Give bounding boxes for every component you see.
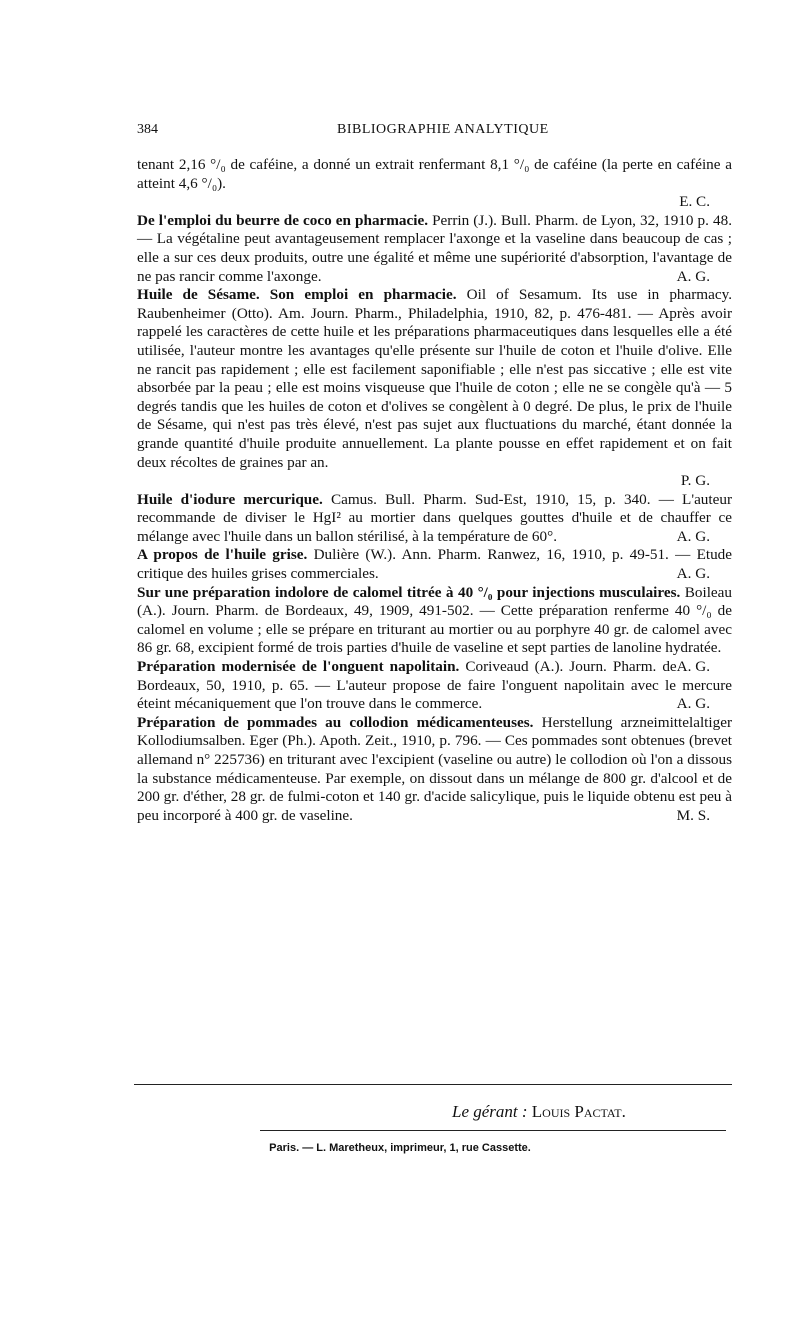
entry-signature: E. C. [679, 193, 710, 211]
entry-signature: A. G. [676, 695, 710, 713]
page-number: 384 [137, 122, 158, 137]
entry-pommades-collodion [137, 714, 732, 826]
entry-text: — Ces pommades sont obtenues (brevet allemand n° 225736) en triturant avec l'excipient (vaseline ou autre) le collodion où l'on a dissous la substance médicamenteuse. Par exemple, on dissout dans un mélange de 800 gr. d'alcool et de 200 gr. d'éther, 28 gr. de fulmi-coton et 140 gr. d'acide salicylique, puis le liquide obtenu est peu à peu incorporé à 400 gr. de vaseline. [137, 732, 733, 824]
text-column [137, 156, 732, 825]
entry-citation: Dulière (W.). Ann. Pharm. Ranwez, 16, 1910, p. 49-51. [313, 546, 669, 564]
entry-signature: P. G. [680, 472, 710, 490]
gerant-label: Le gérant : [452, 1102, 528, 1121]
printer-imprint: Paris. — L. Maretheux, imprimeur, 1, rue Cassette. [269, 1142, 531, 1154]
entry-signature: A. G. [676, 565, 710, 583]
running-header [137, 122, 732, 142]
footer-rule [260, 1130, 726, 1131]
entry-signature: M. S. [676, 806, 710, 824]
entry-signature: A. G. [676, 658, 710, 676]
entry-beurre-de-coco [137, 212, 732, 286]
entry-heading: Huile d'iodure mercurique. [137, 490, 323, 508]
entry-heading: Préparation modernisée de l'onguent napolitain. [137, 658, 460, 676]
entry-text: — L'auteur propose de faire l'onguent napolitain avec le mercure éteint mécaniquement que l'on trouve dans le commerce. [137, 676, 733, 713]
entry-text: — Etude critique des huiles grises commerciales. [137, 546, 732, 583]
entry-heading: A propos de l'huile grise. [137, 546, 308, 564]
entry-citation: Herstellung arzneimittelaltiger Kollodiumsalben. Eger (Ph.). Apoth. Zeit., 1910, p. 796. [137, 713, 733, 750]
entry-heading: Huile de Sésame. Son emploi en pharmacie. [137, 286, 457, 304]
entry-iodure-mercurique [137, 491, 732, 547]
divider-rule [134, 1084, 732, 1085]
header-title: BIBLIOGRAPHIE ANALYTIQUE [337, 122, 549, 137]
entry-text: tenant 2,16 °/₀ de caféine, a donné un extrait renfermant 8,1 °/₀ de caféine (la perte en caféine a atteint 4,6 °/₀). [137, 156, 732, 192]
entry-onguent-napolitain [137, 658, 732, 714]
entry-signature: A. G. [676, 527, 710, 545]
entry-citation: Perrin (J.). Bull. Pharm. de Lyon, 32, 1910 p. 48. [432, 211, 733, 229]
entry-huile-grise [137, 546, 732, 583]
entry-citation: Boileau (A.). Journ. Pharm. de Bordeaux, 49, 1909, 491-502. [137, 583, 732, 620]
entry-text: — La végétaline peut avantageusement remplacer l'axonge et la vaseline dans beaucoup de cas ; elle a sur ces deux produits, outre une égalité et même une supériorité d'absorption, l'avantage de ne pas rancir comme l'axonge. [137, 230, 732, 285]
entry-citation: Camus. Bull. Pharm. Sud-Est, 1910, 15, p. 340. [330, 490, 651, 508]
entry-continuation [137, 156, 732, 212]
entry-heading: Sur une préparation indolore de calomel titrée à 40 °/₀ pour injections musculaires. [137, 583, 681, 601]
entry-text: — Cette préparation renferme 40 °/₀ de calomel en volume ; elle se prépare en triturant au mortier ou au porphyre 40 gr. de calomel avec 86 gr. 68, excipient formé de trois parties d'huile de vaseline et sept parties de lanoline hydratée. [137, 602, 733, 657]
gerant-name: Louis Pactat. [531, 1102, 626, 1121]
gerant-line [452, 1102, 626, 1122]
entry-signature: A. G. [676, 267, 710, 285]
entry-text: — L'auteur recommande de diviser le HgI² au mortier dans quelques gouttes d'huile et de chauffer ce mélange avec l'huile dans un ballon stérilisé, à la température de 60°. [137, 490, 733, 545]
entry-heading: De l'emploi du beurre de coco en pharmacie. [137, 211, 429, 229]
entry-heading: Préparation de pommades au collodion médicamenteuses. [137, 713, 534, 731]
entry-text: — Après avoir rappelé les caractères de cette huile et les préparations pharmaceutiques dans lesquelles elle a été utilisée, l'auteur montre les avantages qu'elle présente sur l'huile de coton et l'huile d'olive. Elle ne rancit pas rapidement ; elle est facilement saponifiable ; elle n'est pas siccative ; elle est vite absorbée par la peau ; elle est moins visqueuse que l'huile de coton ; elle ne se congèle qu'à — 5 degrés tandis que les huiles de coton et d'olives se congèlent à 0 degré. De plus, le prix de l'huile de Sésame, qui n'est pas très élevé, n'est pas sujet aux fluctuations du marché, étant donnée la grande quantité d'huile produite annuellement. La plante pousse en effet rapidement et on fait deux récoltes de graines par an. [137, 304, 733, 471]
entry-huile-de-sesame [137, 286, 732, 491]
entry-citation: Oil of Sesamum. Its use in pharmacy. Raubenheimer (Otto). Am. Journ. Pharm., Philadelphia, 1910, 82, p. 476-481. [137, 286, 732, 322]
entry-citation: Coriveaud (A.). Journ. Pharm. de Bordeaux, 50, 1910, p. 65. [137, 658, 677, 694]
